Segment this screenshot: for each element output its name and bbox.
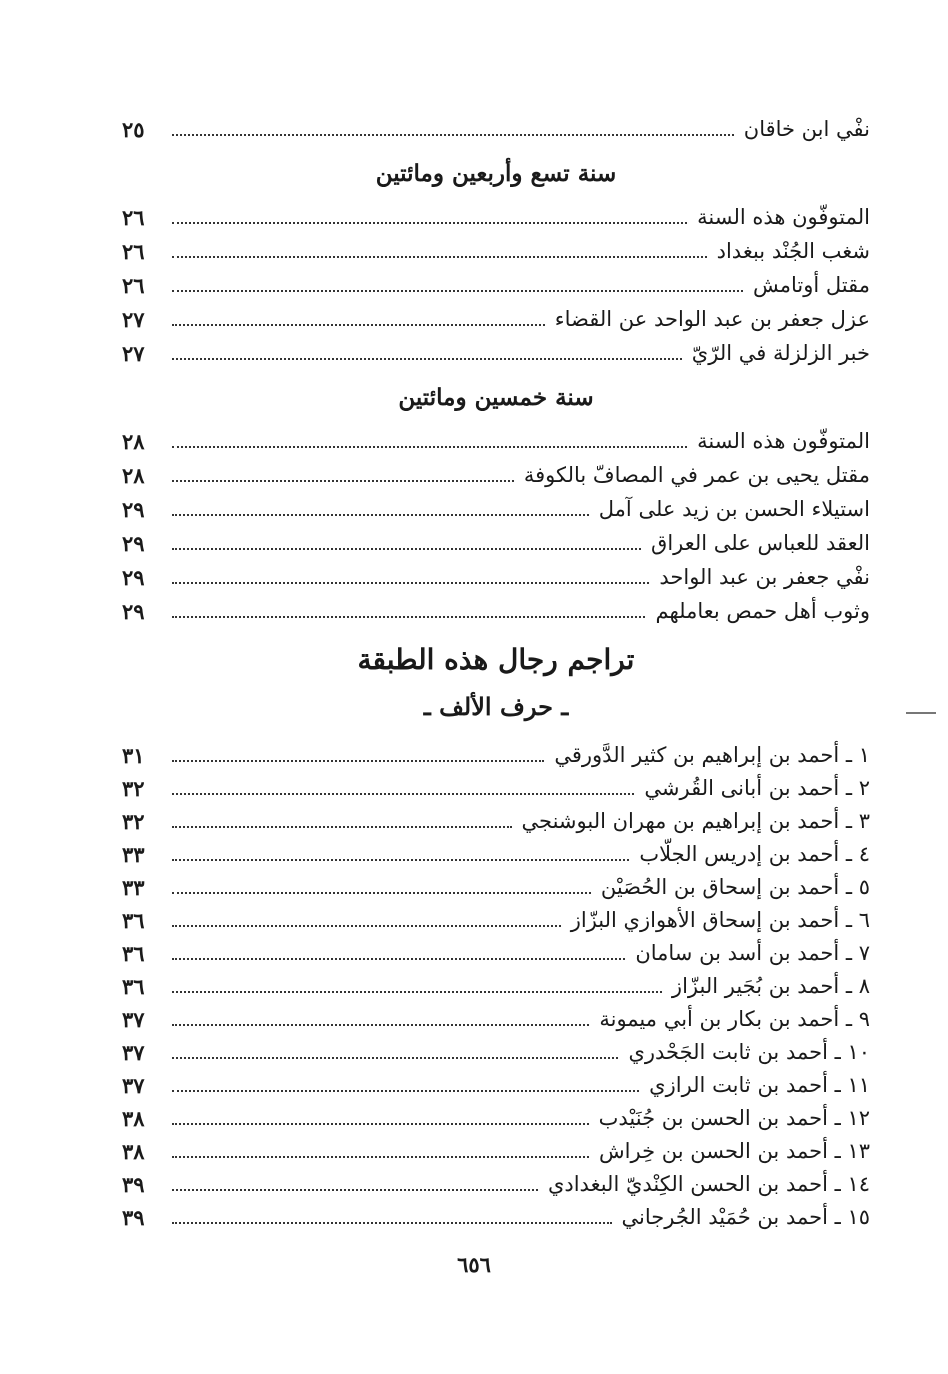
leader-dots	[172, 1222, 612, 1224]
toc-entry-title: ١٠ ـ أحمد بن ثابت الجَحْدري	[628, 1040, 870, 1064]
leader-dots	[172, 324, 545, 326]
leader-dots	[172, 290, 743, 292]
toc-entry-title: ٨ ـ أحمد بن بُجَير البزّاز	[671, 974, 870, 998]
toc-entry-page: ٣٧	[122, 1039, 145, 1065]
toc-entry-title: ١٣ ـ أحمد بن الحسن بن خِراش	[599, 1139, 870, 1163]
leader-dots	[172, 1123, 589, 1125]
margin-scan-mark	[906, 712, 936, 714]
toc-entry-page: ٢٦	[122, 238, 145, 264]
leader-dots	[172, 134, 734, 136]
leader-dots	[172, 958, 625, 960]
toc-entry	[122, 870, 870, 904]
toc-entry-title: ٢ ـ أحمد بن أبانى القُرشي	[644, 776, 870, 800]
leader-dots	[172, 1090, 639, 1092]
toc-entry	[122, 336, 870, 370]
toc-entry-page: ٣٢	[122, 808, 145, 834]
toc-entry	[122, 268, 870, 302]
leader-dots	[172, 1189, 538, 1191]
leader-dots	[172, 859, 629, 861]
leader-dots	[172, 358, 682, 360]
leader-dots	[172, 616, 645, 618]
toc-entry-title: ٤ ـ أحمد بن إدريس الجلّاب	[639, 842, 870, 866]
toc-entry-page: ٢٧	[122, 340, 145, 366]
leader-dots	[172, 925, 561, 927]
leader-dots	[172, 1024, 589, 1026]
leader-dots	[172, 826, 512, 828]
toc-entry-page: ٣٦	[122, 973, 145, 999]
toc-entry	[122, 1002, 870, 1036]
toc-entry	[122, 458, 870, 492]
toc-entry	[122, 1134, 870, 1168]
toc-entry	[122, 771, 870, 805]
toc-entry-title: ١٢ ـ أحمد بن الحسن بن جُنَيْدب	[598, 1106, 870, 1130]
toc-entry	[122, 804, 870, 838]
toc-entry	[122, 200, 870, 234]
toc-entry	[122, 738, 870, 772]
toc-entry	[122, 1200, 870, 1234]
toc-entry-title: ١ ـ أحمد بن إبراهيم بن كثير الدَّورقي	[554, 743, 870, 767]
toc-entry-title: خبر الزلزلة في الرّيّ	[691, 341, 870, 365]
toc-entry-page: ٣٣	[122, 874, 145, 900]
toc-entry-page: ٢٩	[122, 564, 145, 590]
toc-entry	[122, 1068, 870, 1102]
leader-dots	[172, 760, 544, 762]
toc-entry	[122, 969, 870, 1003]
toc-entry-title: نفْي جعفر بن عبد الواحد	[659, 565, 870, 589]
toc-entry-page: ٣٧	[122, 1072, 145, 1098]
toc-entry-title: مقتل أوتامش	[752, 273, 870, 297]
toc-entry-page: ٣٨	[122, 1138, 145, 1164]
leader-dots	[172, 892, 591, 894]
toc-entry-page: ٣٢	[122, 775, 145, 801]
toc-entry	[122, 1167, 870, 1201]
toc-entry-page: ٣٧	[122, 1006, 145, 1032]
leader-dots	[172, 991, 662, 993]
toc-entry	[122, 112, 870, 146]
toc-entry-page: ٢٧	[122, 306, 145, 332]
toc-entry-title: وثوب أهل حمص بعاملهم	[655, 599, 870, 623]
toc-entry-title: ٩ ـ أحمد بن بكار بن أبي ميمونة	[599, 1007, 870, 1031]
toc-entry-page: ٢٥	[122, 116, 145, 142]
toc-entry-page: ٢٩	[122, 496, 145, 522]
leader-dots	[172, 548, 641, 550]
toc-entry-title: المتوفّون هذه السنة	[697, 429, 870, 453]
toc-entry-page: ٣٣	[122, 841, 145, 867]
toc-entry	[122, 526, 870, 560]
toc-entry-title: المتوفّون هذه السنة	[697, 205, 870, 229]
leader-dots	[172, 793, 634, 795]
leader-dots	[172, 1156, 589, 1158]
toc-entry-page: ٢٩	[122, 598, 145, 624]
year-heading: سنة تسع وأربعين ومائتين	[375, 160, 617, 187]
toc-entry	[122, 1101, 870, 1135]
toc-entry-page: ٢٨	[122, 462, 145, 488]
toc-entry-page: ٢٩	[122, 530, 145, 556]
toc-entry-title: ٥ ـ أحمد بن إسحاق بن الحُصَيْن	[600, 875, 870, 899]
toc-entry	[122, 302, 870, 336]
leader-dots	[172, 256, 707, 258]
toc-entry-title: استيلاء الحسن بن زيد على آمل	[598, 497, 870, 521]
page-number: ٦٥٦	[457, 1252, 491, 1277]
toc-entry-page: ٣٩	[122, 1204, 145, 1230]
leader-dots	[172, 446, 687, 448]
toc-entry	[122, 424, 870, 458]
letter-heading: ـ حرف الألف ـ	[423, 692, 569, 721]
toc-entry-title: العقد للعباس على العراق	[651, 531, 870, 555]
toc-entry	[122, 492, 870, 526]
toc-entry-title: ١٥ ـ أحمد بن حُمَيْد الجُرجاني	[621, 1205, 870, 1229]
toc-entry-page: ٣٨	[122, 1105, 145, 1131]
year-heading: سنة خمسين ومائتين	[398, 384, 594, 411]
toc-entry-title: ٦ ـ أحمد بن إسحاق الأهوازي البزّاز	[570, 908, 870, 932]
toc-entry-page: ٣٩	[122, 1171, 145, 1197]
toc-entry-page: ٢٦	[122, 204, 145, 230]
toc-entry-title: مقتل يحيى بن عمر في المصافّ بالكوفة	[523, 463, 870, 487]
toc-entry	[122, 936, 870, 970]
toc-entry-title: ١٤ ـ أحمد بن الحسن الكِنْديّ البغدادي	[547, 1172, 870, 1196]
toc-entry-title: شغب الجُنْد ببغداد	[716, 239, 870, 263]
section-major-heading: تراجم رجال هذه الطبقة	[357, 643, 635, 676]
toc-entry	[122, 560, 870, 594]
toc-entry	[122, 234, 870, 268]
toc-entry-page: ٣١	[122, 742, 145, 768]
leader-dots	[172, 1057, 618, 1059]
toc-entry	[122, 837, 870, 871]
leader-dots	[172, 222, 687, 224]
toc-entry-title: ٧ ـ أحمد بن أسد بن سامان	[635, 941, 870, 965]
toc-entry-title: ١١ ـ أحمد بن ثابت الرازي	[649, 1073, 870, 1097]
toc-entry	[122, 903, 870, 937]
toc-entry-title: عزل جعفر بن عبد الواحد عن القضاء	[554, 307, 870, 331]
leader-dots	[172, 480, 514, 482]
toc-entry-page: ٣٦	[122, 907, 145, 933]
leader-dots	[172, 514, 589, 516]
toc-entry	[122, 1035, 870, 1069]
toc-entry-page: ٢٨	[122, 428, 145, 454]
leader-dots	[172, 582, 649, 584]
toc-entry-title: ٣ ـ أحمد بن إبراهيم بن مهران البوشنجي	[521, 809, 870, 833]
toc-entry-title: نفْي ابن خاقان	[743, 117, 870, 141]
toc-entry	[122, 594, 870, 628]
toc-entry-page: ٣٦	[122, 940, 145, 966]
toc-entry-page: ٢٦	[122, 272, 145, 298]
